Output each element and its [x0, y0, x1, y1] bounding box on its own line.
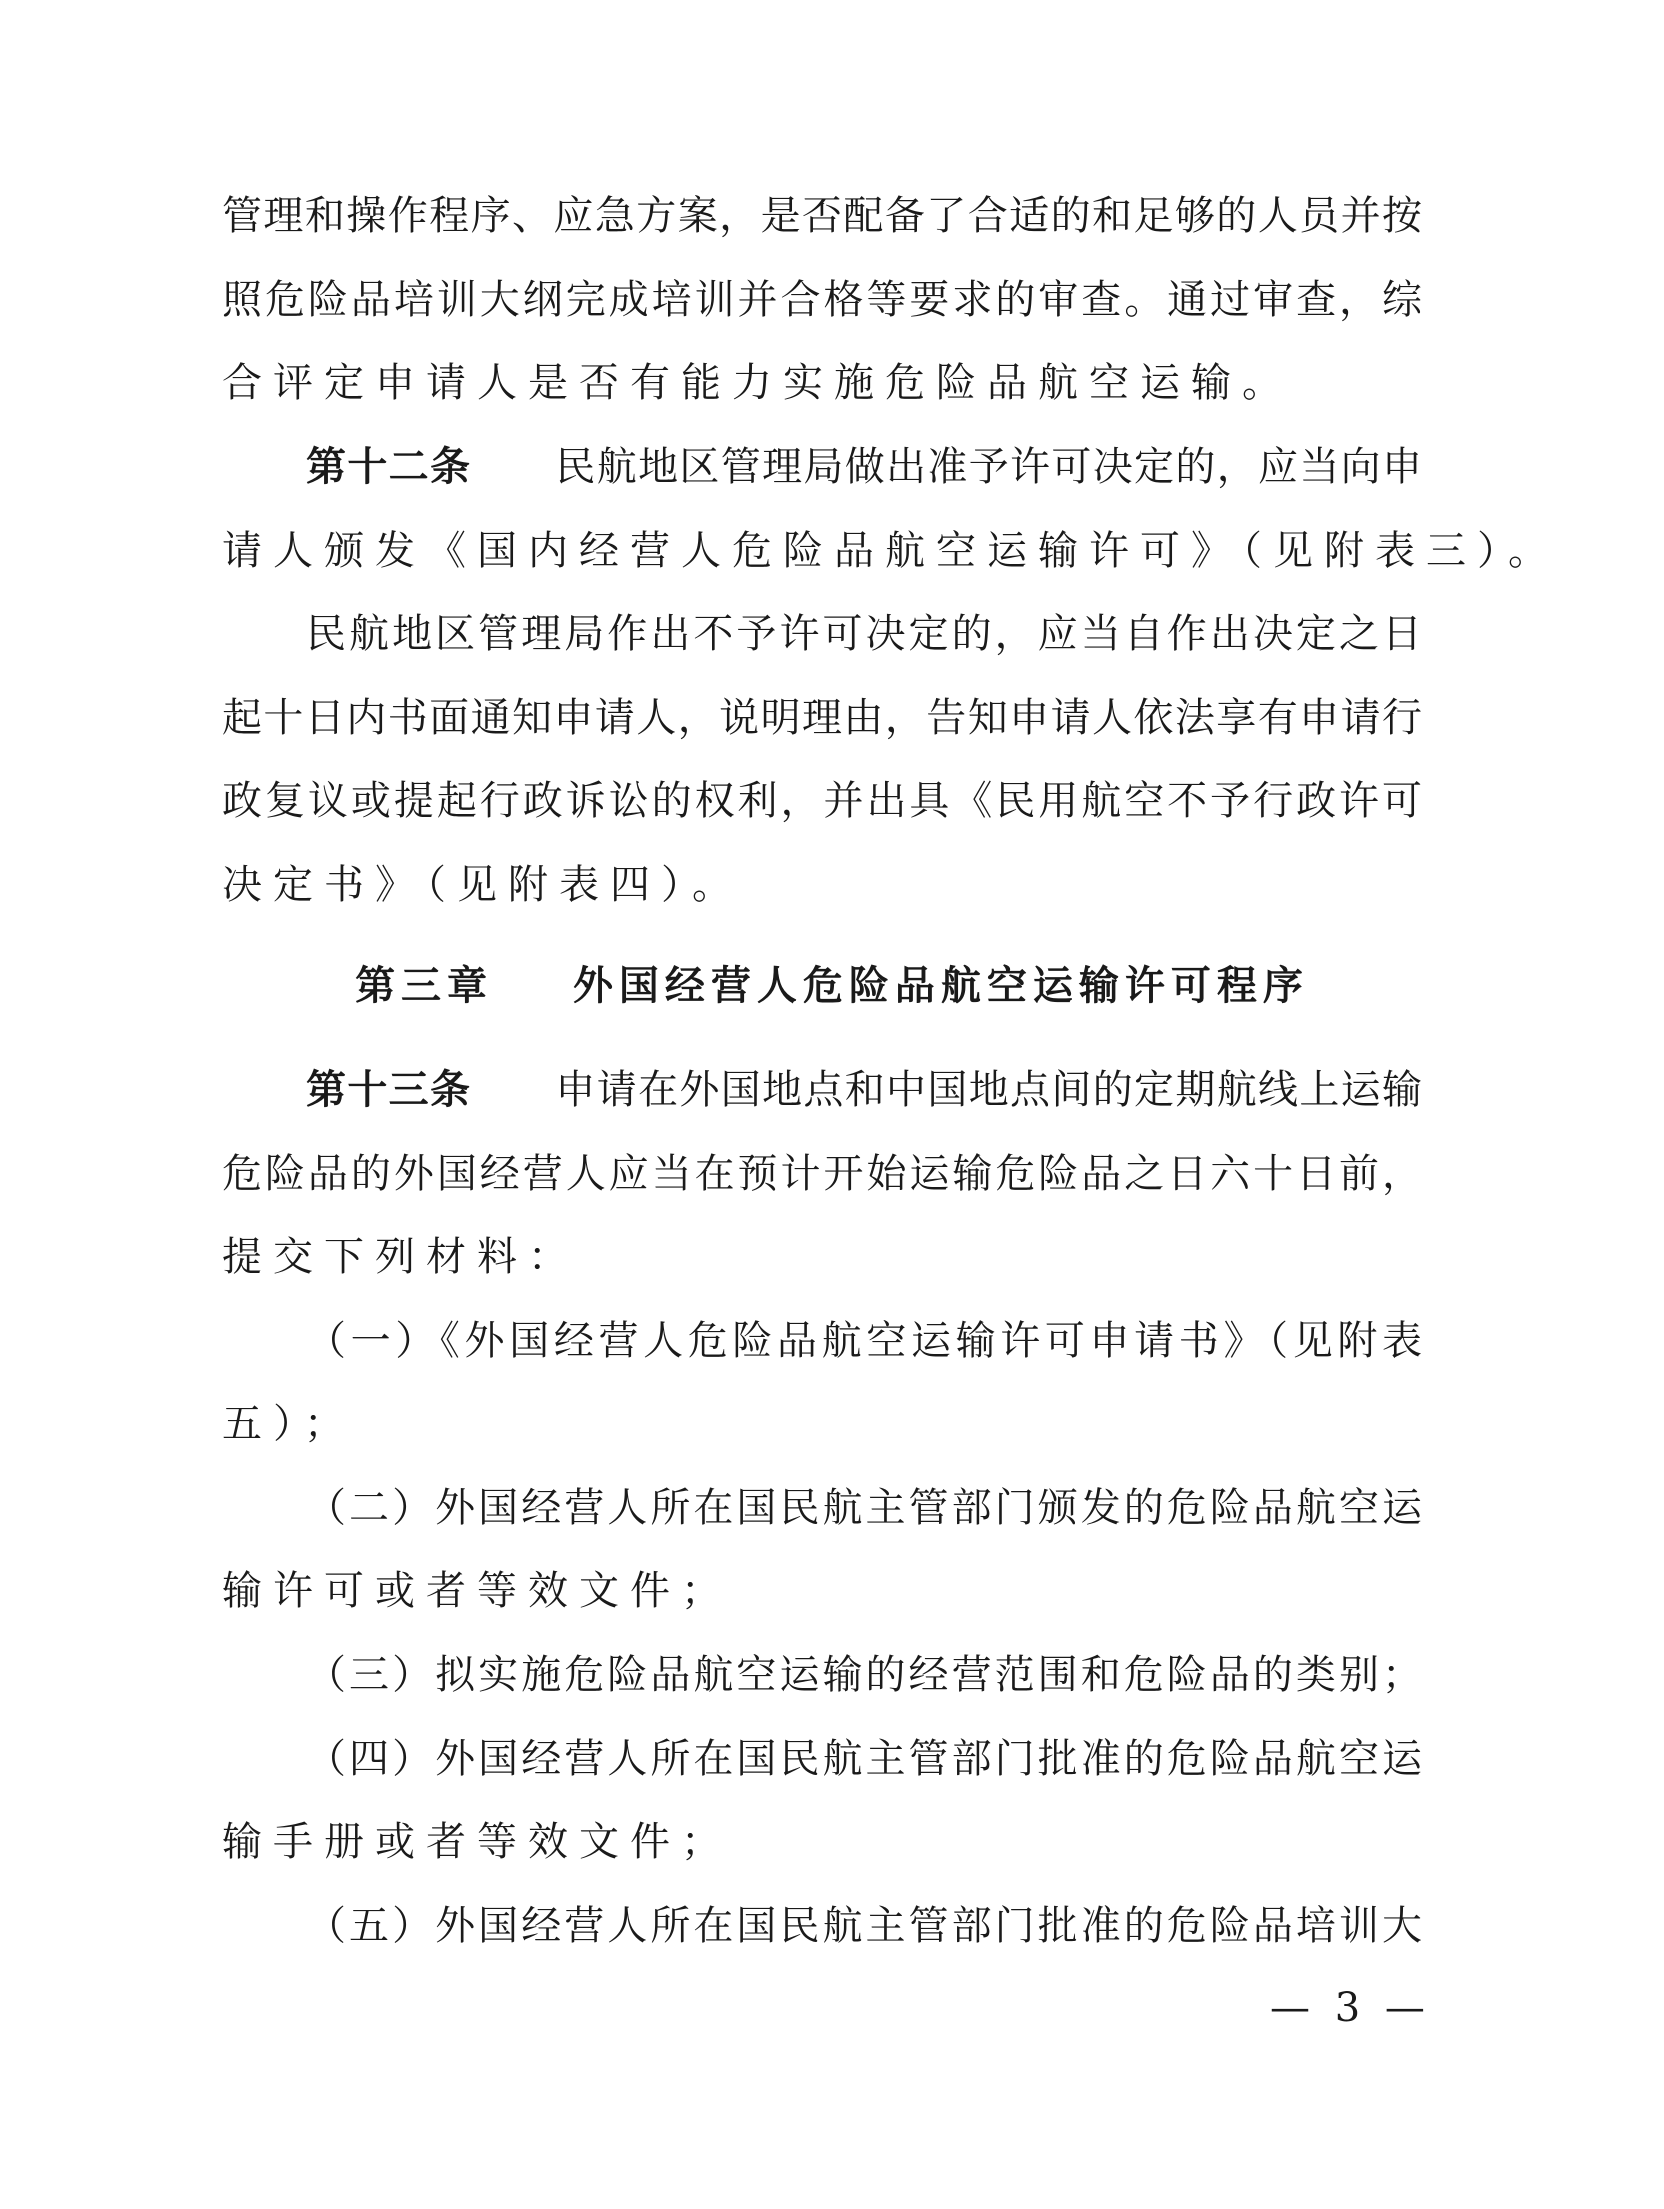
page-number: — 3 —	[1270, 1985, 1431, 2031]
article12-line-1	[306, 443, 1422, 491]
article11-line-2: 照危险品培训大纲完成培训并合格等要求的审查。通过审查，综	[222, 277, 1422, 323]
list-item-5-line-1: （五）外国经营人所在国民航主管部门批准的危险品培训大	[306, 1903, 1422, 1949]
article12-para2-line-3: 政复议或提起行政诉讼的权利，并出具《民用航空不予行政许可	[222, 778, 1422, 824]
article11-line-3: 合评定申请人是否有能力实施危险品航空运输。	[222, 360, 1293, 406]
list-item-2-line-1: （二）外国经营人所在国民航主管部门颁发的危险品航空运	[306, 1485, 1422, 1531]
chapter-heading	[0, 962, 1664, 1010]
list-item-4-line-2: 输手册或者等效文件；	[222, 1819, 732, 1865]
chapter-label: 第三章	[355, 963, 494, 1009]
article12-para2-line-2: 起十日内书面通知申请人，说明理由，告知申请人依法享有申请行	[222, 695, 1422, 741]
list-item-1-line-1: （一）《外国经营人危险品航空运输许可申请书》（见附表	[306, 1318, 1422, 1364]
article13-line-3: 提交下列材料：	[222, 1234, 579, 1280]
list-item-4-line-1: （四）外国经营人所在国民航主管部门批准的危险品航空运	[306, 1736, 1422, 1782]
list-item-1-line-2: 五）；	[222, 1401, 355, 1447]
article13-line-2: 危险品的外国经营人应当在预计开始运输危险品之日六十日前，	[222, 1151, 1422, 1197]
article12-para2-line-1: 民航地区管理局作出不予许可决定的，应当自作出决定之日	[306, 611, 1422, 657]
article12-para2-line-4: 决定书》（见附表四）。	[222, 862, 743, 908]
article13-label: 第十三条	[306, 1067, 472, 1113]
article12-text-1: 民航地区管理局做出准予许可决定的，应当向申	[555, 444, 1423, 490]
article12-label: 第十二条	[306, 444, 472, 490]
article13-line-1	[306, 1066, 1422, 1114]
article12-line-2: 请人颁发《国内经营人危险品航空运输许可》（见附表三）。	[222, 528, 1559, 574]
list-item-3-line-1: （三）拟实施危险品航空运输的经营范围和危险品的类别；	[306, 1652, 1422, 1698]
article11-line-1: 管理和操作程序、应急方案，是否配备了合适的和足够的人员并按	[222, 193, 1422, 239]
list-item-2-line-2: 输许可或者等效文件；	[222, 1568, 732, 1614]
chapter-title: 外国经营人危险品航空运输许可程序	[572, 963, 1309, 1009]
article13-text-1: 申请在外国地点和中国地点间的定期航线上运输	[555, 1067, 1423, 1113]
